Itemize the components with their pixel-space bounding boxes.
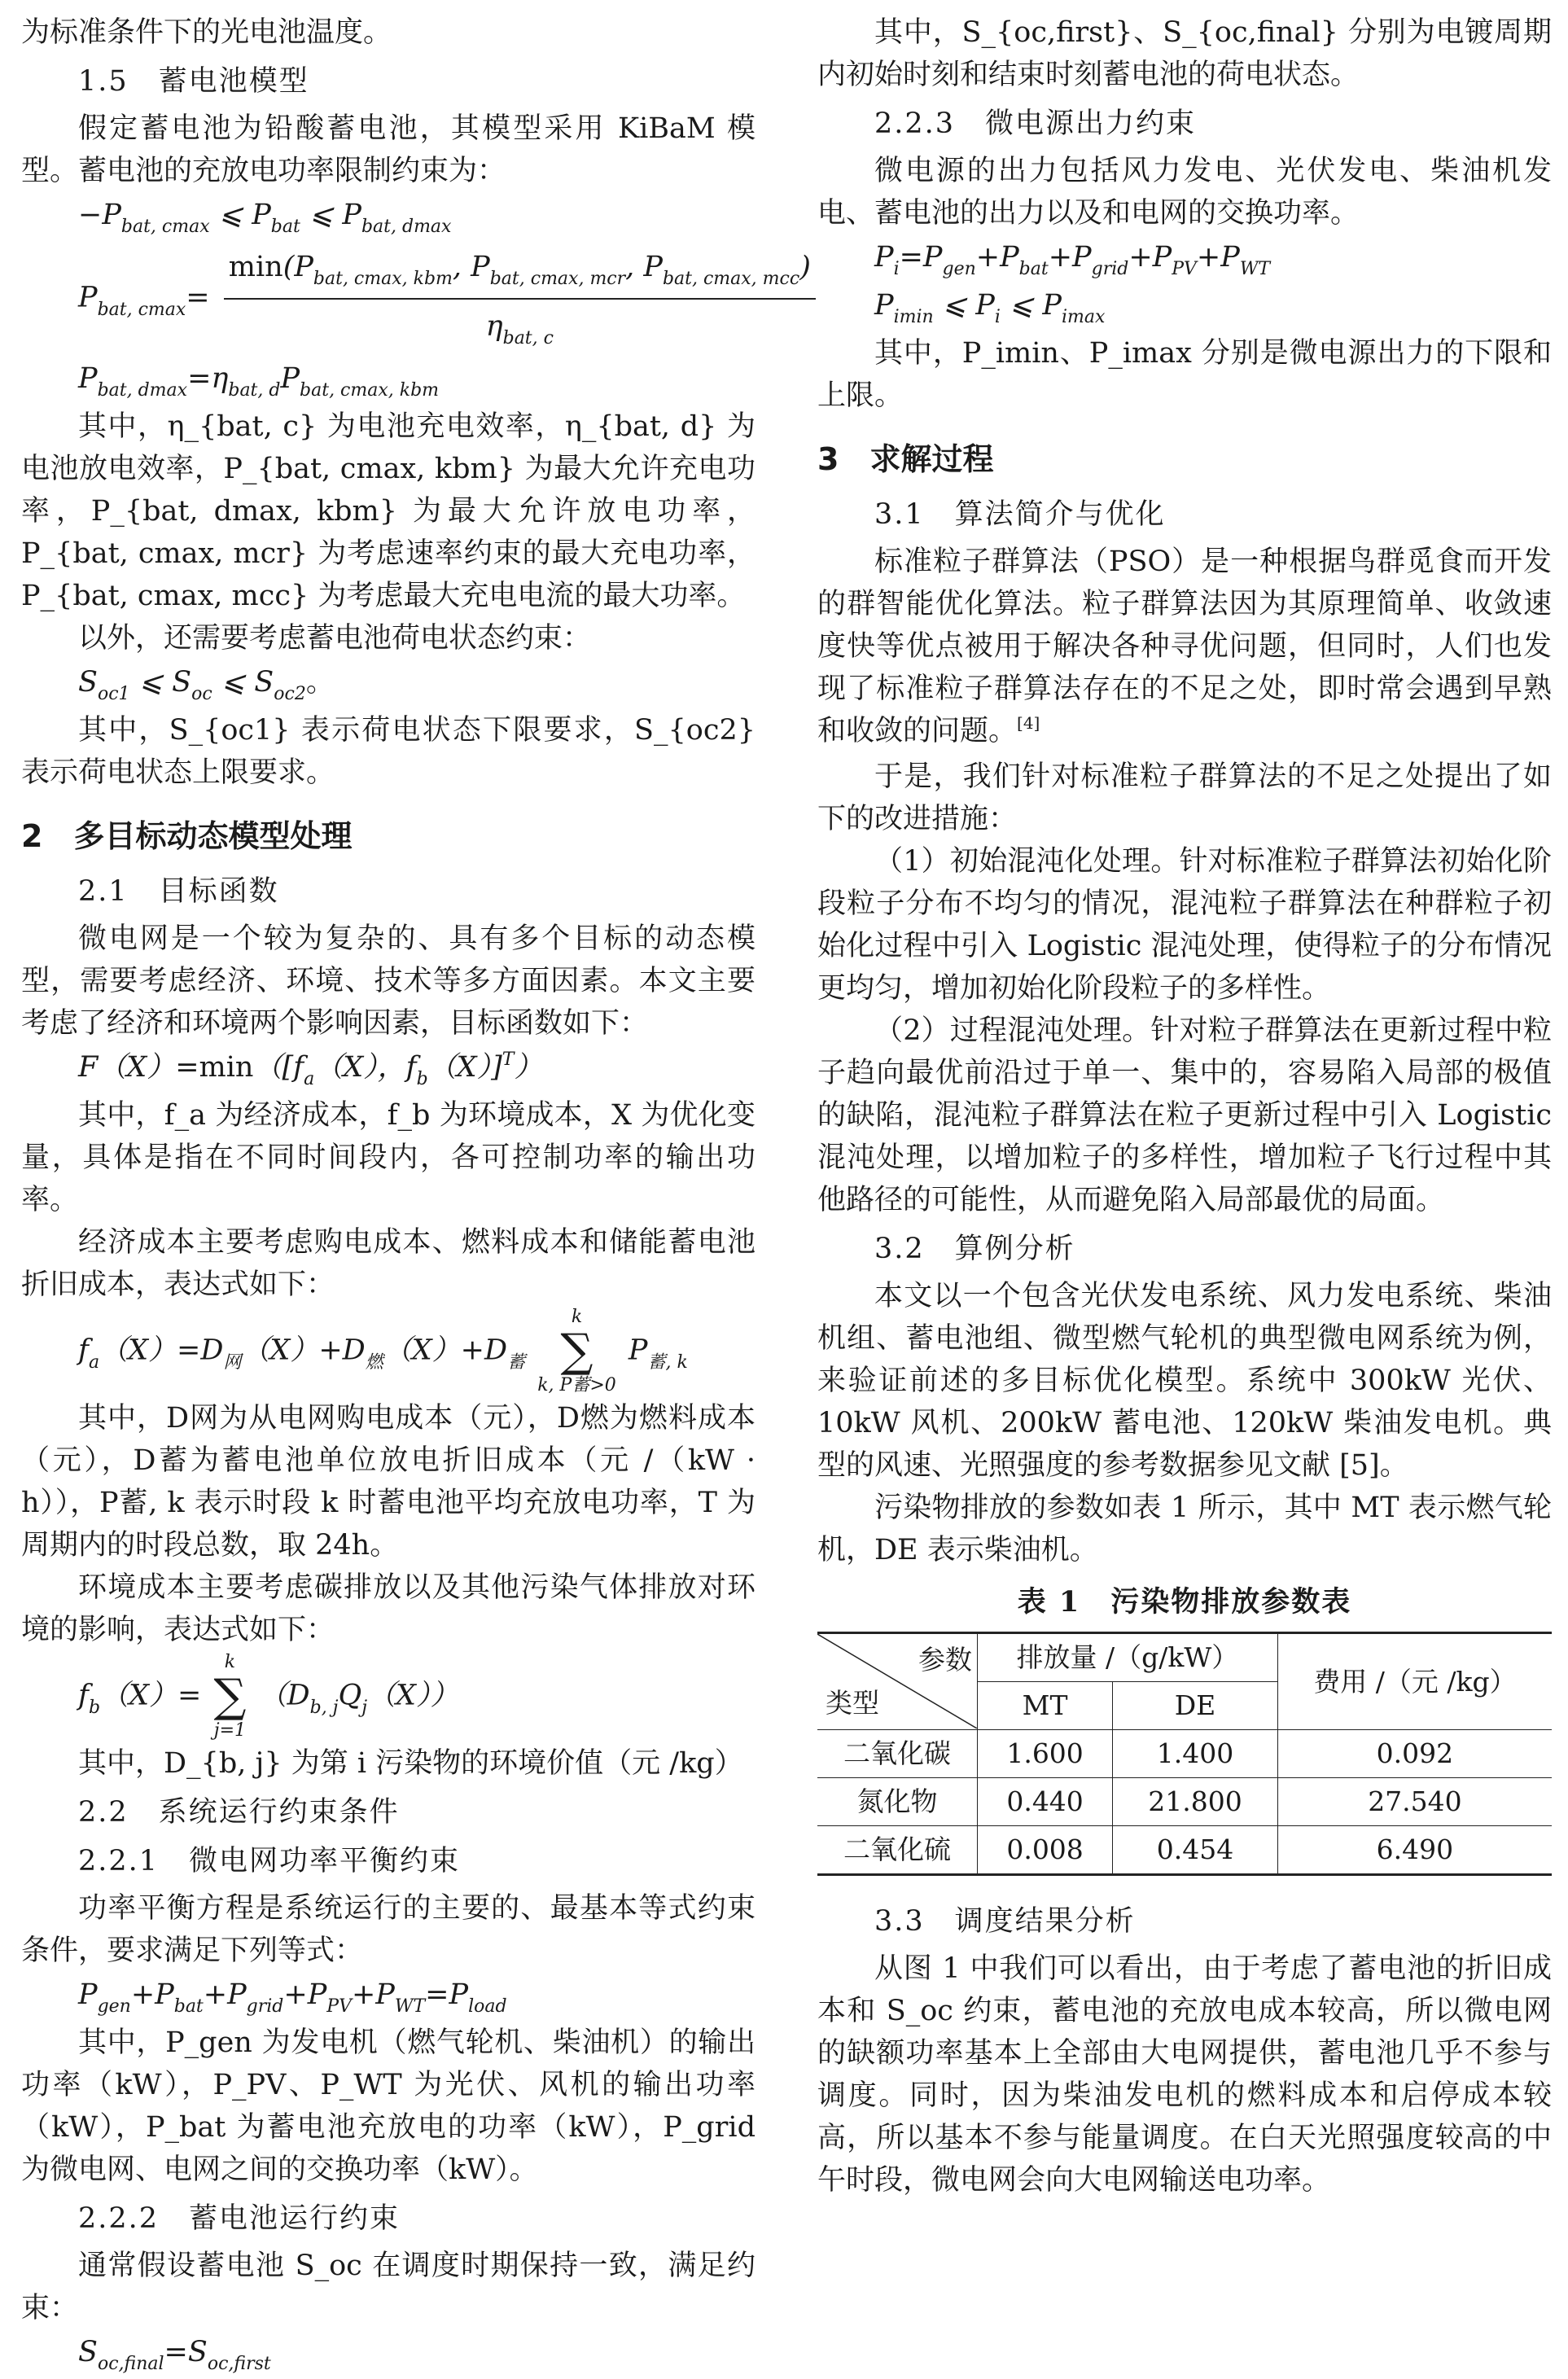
diagonal-header-cell (817, 1633, 978, 1730)
equation-objective: $F(X)=\min([f_a(X)$，$f_b(X)]^T$） (78, 1049, 543, 1089)
table-row (817, 1826, 1552, 1875)
equation-bat-cmax: $P_{bat, cmax}=$ $\frac{\min(P_{bat, cmax, kbm}, P_{bat, cmax, mcr}, P_{bat, cmax, mcc})}{\eta_{bat, c}}$ (21, 242, 756, 356)
equation-micro-sum: $P_i=P_{gen}+P_{bat}+P_{grid}+P_{PV}+P_{WT}$ (874, 241, 1271, 279)
diag-bottom-label: 类型 (826, 1687, 879, 1719)
result-analysis: 从图 1 中我们可以看出，由于考虑了蓄电池的折旧成本和 S_oc 约束，蓄电池的充放电成本较高，所以微电网的缺额功率基本上全部由大电网提供，蓄电池几乎不参与调度。同时，因为柴油发电机的燃料成本和启停成本较高，所以基本不参与能量调度。在白天光照强度较高的中午时段，微电网会向大电网输送电功率。 (817, 1952, 1552, 2197)
environment-intro: 环境成本主要考虑碳排放以及其他污染气体排放对环境的影响，表达式如下： (21, 1571, 756, 1646)
col-de-header: DE (1113, 1682, 1278, 1730)
improve-item-1: （1）初始混沌化处理。针对标准粒子群算法初始化阶段粒子分布不均匀的情况，混沌粒子群算法在种群粒子初始化过程中引入 Logistic 混沌处理，使得粒子的分布情况更均匀，增加初始化阶段粒子的多样性。 (817, 845, 1552, 1005)
objective-where: 其中，f_a 为经济成本，f_b 为环境成本，X 为优化变量，具体是指在不同时间段内，各可控制功率的输出功率。 (21, 1099, 756, 1216)
heading-1-5: 1.5 蓄电池模型 (78, 65, 309, 98)
cell-cost: 6.490 (1277, 1826, 1552, 1875)
left-column (21, 11, 811, 2379)
cell-de: 0.454 (1113, 1826, 1278, 1875)
emission-header: 排放量 /（g/kW） (978, 1633, 1278, 1682)
heading-2-2-2: 2.2.2 蓄电池运行约束 (78, 2202, 401, 2235)
table-row (817, 1730, 1552, 1778)
objective-intro: 微电网是一个较为复杂的、具有多个目标的动态模型，需要考虑经济、环境、技术等多方面因素。本文主要考虑了经济和环境两个影响因素，目标函数如下： (21, 922, 756, 1040)
emission-table (817, 1632, 1552, 1876)
cell-mt: 0.008 (978, 1826, 1113, 1875)
equation-environment: $f_b(X)=$ k ∑ j=1 $(D_{b, j}Q_j(X))$ (78, 1652, 459, 1741)
environment-where: 其中，D_{b, j} 为第 i 污染物的环境价值（元 /kg） (78, 1747, 743, 1780)
diag-top-label: 参数 (918, 1644, 972, 1676)
equation-economic: $f_a(X)=D_网(X)+D_燃(X)+D_蓄$ k ∑ k, P蓄>0 $P_{蓄, k}$ (78, 1307, 688, 1395)
heading-3-1: 3.1 算法简介与优化 (874, 498, 1166, 531)
right-column (817, 11, 1552, 2202)
soc-where: 其中，S_{oc1} 表示荷电状态下限要求，S_{oc2} 表示荷电状态上限要求。 (21, 714, 756, 789)
cell-mt: 0.440 (978, 1778, 1113, 1826)
micro-source-intro: 微电源的出力包括风力发电、光伏发电、柴油机发电、蓄电池的出力以及和电网的交换功率。 (817, 155, 1552, 230)
watermark-logo (1496, 2125, 1553, 2145)
cell-de: 1.400 (1113, 1730, 1278, 1778)
cost-header: 费用 /（元 /kg） (1277, 1633, 1552, 1730)
summation: k ∑ k, P蓄>0 (537, 1307, 616, 1395)
economic-where: 其中，D网为从电网购电成本（元），D燃为燃料成本（元），D蓄为蓄电池单位放电折旧成本（元 /（kW · h）），P蓄, k 表示时段 k 时蓄电池平均充放电功率，T 为周期内的时段总数，取 24h。 (21, 1402, 756, 1562)
heading-2-2-3: 2.2.3 微电源出力约束 (874, 107, 1197, 140)
equation-bat-limit: $-P_{bat, cmax}$ ⩽ $P_{bat}$ ⩽ $P_{bat, dmax}$ (78, 199, 452, 237)
equation-micro-range: $P_{imin}$ ⩽ $P_i$ ⩽ $P_{imax}$ (874, 289, 1106, 327)
cell-cost: 0.092 (1277, 1730, 1552, 1778)
cell-de: 21.800 (1113, 1778, 1278, 1826)
equation-soc-range: $S_{oc1}$ ⩽ $S_{oc}$ ⩽ $S_{oc2}$。 (78, 666, 335, 704)
table-row (817, 1778, 1552, 1826)
balance-where: 其中，P_gen 为发电机（燃气轮机、柴油机）的输出功率（kW），P_PV、P_WT 为光伏、风机的输出功率（kW），P_bat 为蓄电池充放电的功率（kW），P_grid 为微电网、电网之间的交换功率（kW）。 (21, 2026, 756, 2186)
economic-intro: 经济成本主要考虑购电成本、燃料成本和储能蓄电池折旧成本，表达式如下： (21, 1226, 756, 1301)
fraction: $\frac{\min(P_{bat, cmax, kbm}, P_{bat, cmax, mcr}, P_{bat, cmax, mcc})}{\eta_{bat, c}}$ (224, 242, 816, 356)
improve-intro: 于是，我们针对标准粒子群算法的不足之处提出了如下的改进措施： (817, 760, 1552, 835)
row-name: 二氧化硫 (817, 1826, 978, 1875)
micro-source-where: 其中，P_imin、P_imax 分别是微电源出力的下限和上限。 (817, 337, 1552, 412)
pollutant-intro: 污染物排放的参数如表 1 所示，其中 MT 表示燃气轮机，DE 表示柴油机。 (817, 1492, 1552, 1566)
equation-soc-final: $S_{oc,final}=S_{oc,first}$ (78, 2336, 271, 2374)
heading-3-2: 3.2 算例分析 (874, 1233, 1075, 1265)
battery-intro: 假定蓄电池为铅酸蓄电池，其模型采用 KiBaM 模型。蓄电池的充放电功率限制约束为： (21, 112, 756, 187)
equation-balance: $P_{gen}+P_{bat}+P_{grid}+P_{PV}+P_{WT}=P_{load}$ (78, 1978, 507, 2017)
soc-first-final: 其中，S_{oc,first}、S_{oc,final} 分别为电镀周期内初始时刻和结束时刻蓄电池的荷电状态。 (817, 16, 1552, 91)
cell-cost: 27.540 (1277, 1778, 1552, 1826)
continuation-line: 为标准条件下的光电池温度。 (21, 16, 392, 49)
pso-intro: 标准粒子群算法（PSO）是一种根据鸟群觅食而开发的群智能优化算法。粒子群算法因为其原理简单、收敛速度快等优点被用于解决各种寻优问题，但同时，人们也发现了标准粒子群算法存在的不足之处，即时常会遇到早熟和收敛的问题。[4] (817, 545, 1552, 747)
col-mt-header: MT (978, 1682, 1113, 1730)
heading-3-3: 3.3 调度结果分析 (874, 1905, 1136, 1938)
heading-2-1: 2.1 目标函数 (78, 875, 279, 908)
battery-where: 其中，η_{bat, c} 为电池充电效率，η_{bat, d} 为电池放电效率，P_{bat, cmax, kbm} 为最大允许充电功率，P_{bat, dmax, kbm} 为最大允许放电功率，P_{bat, cmax, mcr} 为考虑速率约束的最大充电功率，P_{bat, cmax, mcc} 为考虑最大充电电流的最大功率。 (21, 410, 756, 612)
cell-mt: 1.600 (978, 1730, 1113, 1778)
soc-keep-intro: 通常假设蓄电池 S_oc 在调度时期保持一致，满足约束： (21, 2250, 756, 2324)
citation: [4] (1017, 713, 1040, 733)
summation: k ∑ j=1 (213, 1652, 247, 1741)
balance-intro: 功率平衡方程是系统运行的主要的、最基本等式约束条件，要求满足下列等式： (21, 1892, 756, 1967)
soc-intro: 以外，还需要考虑蓄电池荷电状态约束： (78, 622, 592, 655)
row-name: 氮化物 (817, 1778, 978, 1826)
case-description: 本文以一个包含光伏发电系统、风力发电系统、柴油机组、蓄电池组、微型燃气轮机的典型微电网系统为例，来验证前述的多目标优化模型。系统中 300kW 光伏、10kW 风机、200kW 蓄电池、120kW 柴油发电机。典型的风速、光照强度的参考数据参见文献 [5]。 (817, 1280, 1552, 1482)
improve-item-2: （2）过程混沌处理。针对粒子群算法在更新过程中粒子趋向最优前沿过于单一、集中的，容易陷入局部的极值的缺陷，混沌粒子群算法在粒子更新过程中引入 Logistic 混沌处理，以增加粒子的多样性，增加粒子飞行过程中其他路径的可能性，从而避免陷入局部最优的局面。 (817, 1014, 1552, 1216)
heading-2-2: 2.2 系统运行约束条件 (78, 1796, 400, 1829)
heading-2: 2 多目标动态模型处理 (21, 818, 353, 854)
heading-3: 3 求解过程 (817, 441, 994, 477)
heading-2-2-1: 2.2.1 微电网功率平衡约束 (78, 1845, 461, 1877)
equation-bat-dmax: $P_{bat, dmax}=\eta_{bat, d}P_{bat, cmax, kbm}$ (78, 362, 440, 401)
row-name: 二氧化碳 (817, 1730, 978, 1778)
table-caption: 表 1 污染物排放参数表 (1017, 1585, 1352, 1619)
